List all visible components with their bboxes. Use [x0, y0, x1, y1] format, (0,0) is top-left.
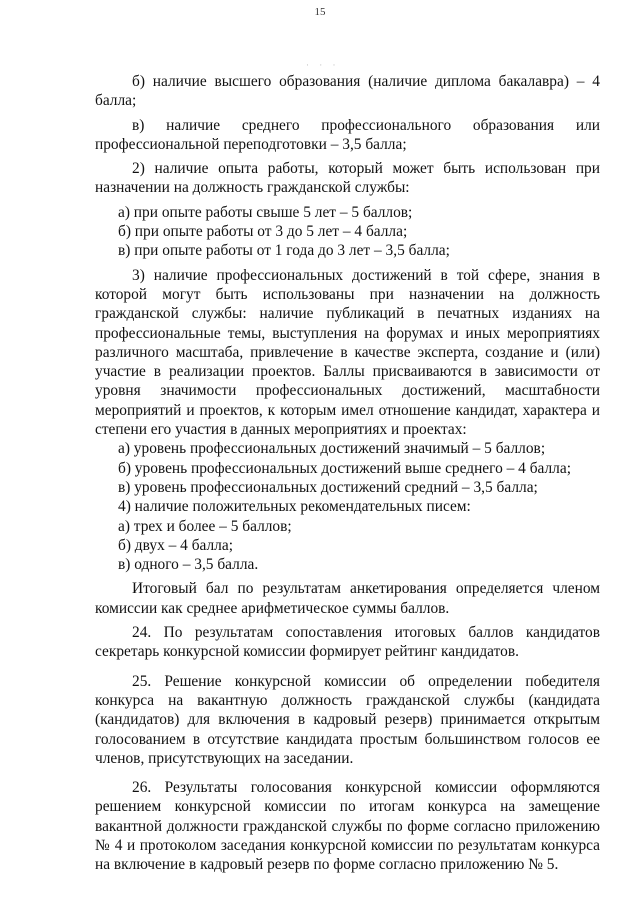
paragraph-a-over-5-years: а) при опыте работы свыше 5 лет – 5 баллов;	[118, 203, 413, 221]
paragraph-3-professional-achievements: 3) наличие профессиональных достижений в той сфере, знания в которой могут быть использованы при назначении на должность гражданской службы: наличие публикаций в печатных изданиях на профессиональные темы, выступления на форумах и иных мероприятиях различного масштаба, привлечение в качестве эксперта, создание и (или) участие в реализации проектов. Баллы присваиваются в зависимости от уровня значимости профессиональных достижений, масштабности мероприятий и проектов, к которым имел отношение кандидат, характера и степени его участия в данных мероприятиях и проектах:	[95, 266, 600, 439]
paragraph-4-recommendation-letters: 4) наличие положительных рекомендательных писем:	[118, 498, 471, 516]
paragraph-24-rating: 24. По результатам сопоставления итоговых баллов кандидатов секретарь конкурсной комиссии формирует рейтинг кандидатов.	[95, 624, 600, 661]
paragraph-v-one: в) одного – 3,5 балла.	[118, 556, 259, 574]
paragraph-final-score: Итоговый бал по результатам анкетирования определяется членом комиссии как среднее арифметическое суммы баллов.	[95, 580, 600, 617]
paragraph-a-three-or-more: а) трех и более – 5 баллов;	[118, 517, 292, 535]
paragraph-b-higher-education: б) наличие высшего образования (наличие диплома бакалавра) – 4 балла;	[95, 73, 600, 110]
paragraph-v-1-to-3-years: в) при опыте работы от 1 года до 3 лет – 3,5 балла;	[118, 242, 450, 260]
paragraph-a-significant-level: а) уровень профессиональных достижений значимый – 5 баллов;	[118, 440, 546, 458]
paragraph-b-two: б) двух – 4 балла;	[118, 536, 233, 554]
paragraph-26-voting-results: 26. Результаты голосования конкурсной комиссии оформляются решением конкурсной комиссии по итогам конкурса на замещение вакантной должности гражданской службы по форме согласно приложению № 4 и протоколом заседания конкурсной комиссии по результатам конкурса на включение в кадровый резерв по форме согласно приложению № 5.	[95, 779, 600, 874]
paragraph-v-average-level: в) уровень профессиональных достижений средний – 3,5 балла;	[118, 478, 538, 496]
paragraph-25-decision: 25. Решение конкурсной комиссии об определении победителя конкурса на вакантную должность гражданской службы (кандидата (кандидатов) для включения в кадровый резерв) принимается открытым голосованием в отсутствие кандидата простым большинством голосов ее членов, присутствующих на заседании.	[95, 672, 600, 767]
paragraph-b-3-to-5-years: б) при опыте работы от 3 до 5 лет – 4 балла;	[118, 223, 408, 241]
scan-speck: · · ·	[306, 60, 340, 70]
page-number: 15	[314, 6, 326, 18]
paragraph-v-secondary-education: в) наличие среднего профессионального образования или профессиональной переподготовки – 3,5 балла;	[95, 116, 600, 153]
paragraph-2-work-experience: 2) наличие опыта работы, который может быть использован при назначении на должность гражданской службы:	[95, 160, 600, 197]
document-body	[95, 72, 600, 875]
paragraph-b-above-average-level: б) уровень профессиональных достижений выше среднего – 4 балла;	[118, 459, 571, 477]
